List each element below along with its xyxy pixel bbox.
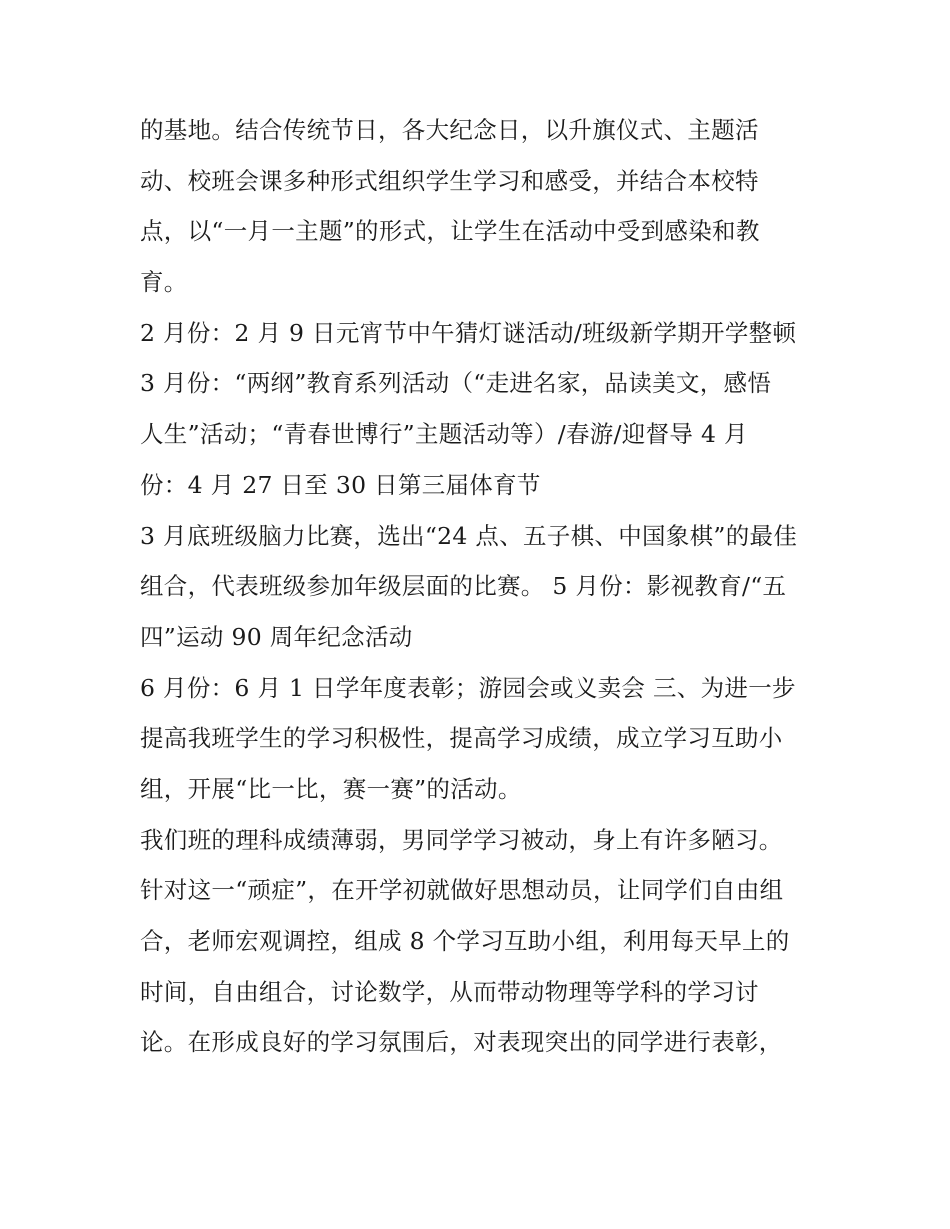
text-line: 点，以“一月一主题”的形式，让学生在活动中受到感染和教 xyxy=(140,217,760,246)
text-line: 提高我班学生的学习积极性，提高学习成绩，成立学习互助小 xyxy=(140,724,783,753)
text-line: 份：4 月 27 日至 30 日第三届体育节 xyxy=(140,470,541,499)
text-line: 3 月份：“两纲”教育系列活动（“走进名家，品读美文，感悟 xyxy=(140,369,772,398)
text-line: 2 月份：2 月 9 日元宵节中午猜灯谜活动/班级新学期开学整顿 xyxy=(140,318,797,347)
text-line: 育。 xyxy=(140,268,188,297)
text-line: 的基地。结合传统节日，各大纪念日，以升旗仪式、主题活 xyxy=(140,116,759,144)
text-line: 四”运动 90 周年纪念活动 xyxy=(140,622,413,651)
text-line: 论。在形成良好的学习氛围后，对表现突出的同学进行表彰， xyxy=(140,1028,783,1057)
document-body xyxy=(140,110,820,1073)
text-line: 人生”活动；“青春世博行”主题活动等）/春游/迎督导 4 月 xyxy=(140,420,748,449)
text-line: 合，老师宏观调控，组成 8 个学习互助小组，利用每天早上的 xyxy=(140,927,790,955)
text-line: 时间，自由组合，讨论数学，从而带动物理等学科的学习讨 xyxy=(140,977,759,1006)
text-line: 组，开展“比一比，赛一赛”的活动。 xyxy=(140,774,522,803)
text-line: 3 月底班级脑力比赛，选出“24 点、五子棋、中国象棋”的最佳 xyxy=(140,521,798,550)
text-line: 组合，代表班级参加年级层面的比赛。 5 月份：影视教育/“五 xyxy=(140,572,787,601)
text-line: 动、校班会课多种形式组织学生学习和感受，并结合本校特 xyxy=(140,166,759,195)
text-line: 针对这一“顽症”，在开学初就做好思想动员，让同学们自由组 xyxy=(140,876,784,905)
text-line: 我们班的理科成绩薄弱，男同学学习被动，身上有许多陋习。 xyxy=(140,825,783,854)
text-line: 6 月份：6 月 1 日学年度表彰；游园会或义卖会 三、为进一步 xyxy=(140,673,796,702)
